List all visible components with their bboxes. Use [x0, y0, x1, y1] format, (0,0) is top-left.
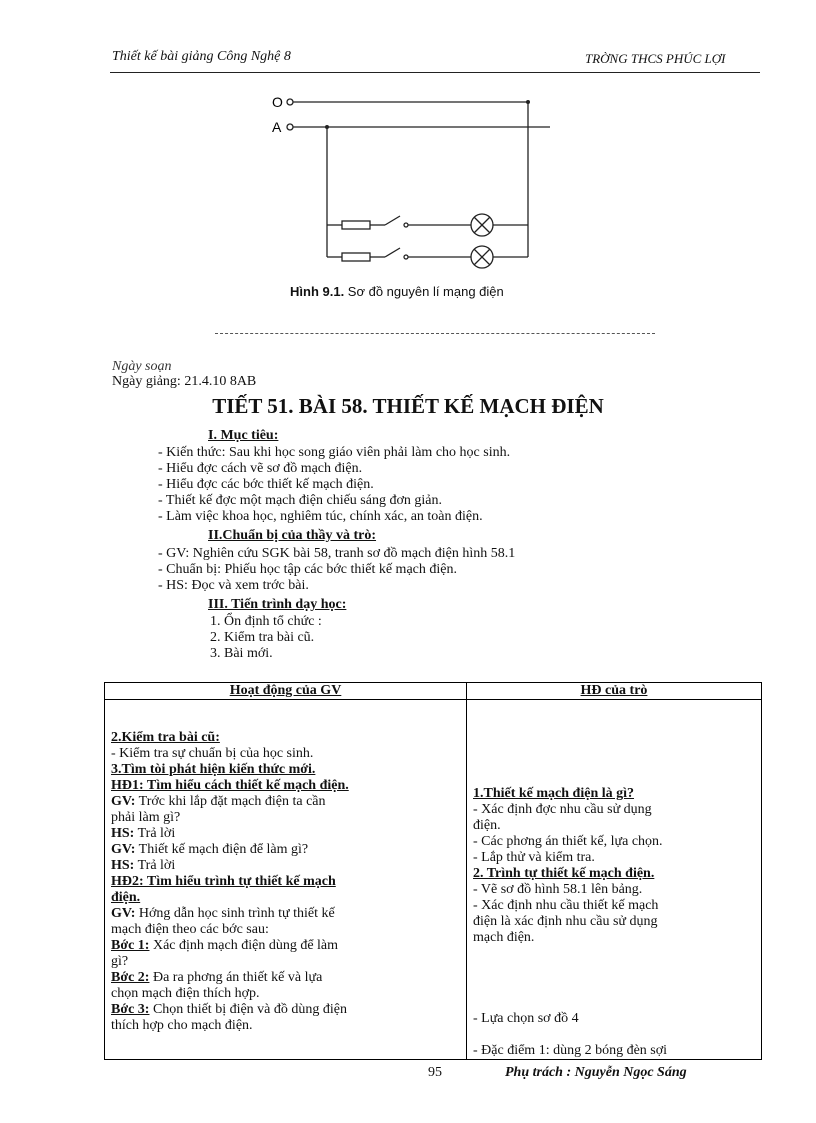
- preparation-item: - GV: Nghiên cứu SGK bài 58, tranh sơ đồ mạch điện hình 58.1: [158, 546, 516, 561]
- student-text: - Đặc điểm 1: dùng 2 bóng đèn sợi: [473, 1043, 668, 1058]
- review-heading: 2.Kiểm tra bài cũ:: [111, 730, 220, 745]
- student-text: - Xác định nhu cầu thiết kế mạch: [473, 898, 659, 913]
- gv-question-1-cont: phải làm gì?: [111, 810, 181, 825]
- objective-item: - Thiết kế đợc một mạch điện chiếu sáng đơn giản.: [158, 493, 442, 508]
- step-3-text: Chọn thiết bị điện và đồ dùng điện: [149, 1002, 347, 1017]
- table-row: [105, 700, 762, 1060]
- gv-label: GV:: [111, 906, 136, 921]
- student-heading-2: 2. Trình tự thiết kế mạch điện.: [473, 866, 655, 881]
- header-left-title: Thiết kế bài giảng Công Nghệ 8: [112, 49, 291, 64]
- gv-question-2: [111, 842, 460, 858]
- step-2-label: Bớc 2:: [111, 970, 150, 985]
- objective-item: - Làm việc khoa học, nghiêm túc, chính xác, an toàn điện.: [158, 509, 483, 524]
- footer-author: Phụ trách : Nguyễn Ngọc Sáng: [505, 1065, 687, 1080]
- switch-2: [385, 248, 400, 257]
- circuit-diagram: [260, 92, 560, 277]
- procedure-item: 1. Ổn định tổ chức :: [210, 614, 322, 629]
- student-text: điện.: [473, 818, 501, 833]
- terminal-o: [287, 99, 293, 105]
- switch-1: [385, 216, 400, 225]
- fuse-1: [342, 221, 370, 229]
- teaching-date: Ngày giảng: 21.4.10 8AB: [112, 374, 257, 389]
- step-3-label: Bớc 3:: [111, 1002, 150, 1017]
- header-school-name: TRỜNG THCS PHÚC LỢI: [585, 51, 726, 66]
- hs-answer-2: [111, 858, 460, 874]
- activity-1-heading: HĐ1: Tìm hiểu cách thiết kế mạch điện.: [111, 778, 349, 793]
- step-1-cont: gì?: [111, 954, 129, 969]
- procedure-item: 2. Kiểm tra bài cũ.: [210, 630, 315, 645]
- table-header-row: [105, 683, 762, 700]
- page-number: 95: [428, 1065, 442, 1080]
- student-text: - Vẽ sơ đồ hình 58.1 lên bảng.: [473, 882, 643, 897]
- figure-caption: [290, 284, 504, 299]
- gv-guide-text: Hớng dẫn học sinh trình tự thiết kế: [135, 906, 335, 921]
- activity-table: [104, 682, 762, 1060]
- student-text: mạch điện.: [473, 930, 535, 945]
- section-objectives-heading: I. Mục tiêu:: [208, 428, 279, 443]
- student-text: điện là xác định nhu cầu sử dụng: [473, 914, 658, 929]
- terminal-a: [287, 124, 293, 130]
- teacher-activities-cell: [105, 700, 467, 1060]
- column-header-teacher: Hoạt động của GV: [105, 683, 467, 700]
- gv-label: GV:: [111, 842, 136, 857]
- hs-answer-1-text: Trả lời: [134, 826, 176, 841]
- objective-item: - Kiến thức: Sau khi học song giáo viên phải làm cho học sinh.: [158, 445, 511, 460]
- procedure-item: 3. Bài mới.: [210, 646, 273, 661]
- header-divider: [110, 72, 760, 73]
- objective-item: - Hiểu đợc các bớc thiết kế mạch điện.: [158, 477, 374, 492]
- hs-answer-1: [111, 826, 460, 842]
- spacer: [473, 1027, 757, 1043]
- preparation-list: [158, 546, 515, 594]
- lesson-title: TIẾT 51. BÀI 58. THIẾT KẾ MẠCH ĐIỆN: [212, 394, 604, 418]
- column-header-student: HĐ của trò: [467, 683, 762, 700]
- activity-2-heading: HĐ2: Tìm hiểu trình tự thiết kế mạch: [111, 874, 336, 889]
- step-3-cont: thích hợp cho mạch điện.: [111, 1018, 253, 1033]
- student-text: - Các phơng án thiết kế, lựa chọn.: [473, 834, 663, 849]
- procedure-list: [210, 614, 322, 662]
- student-heading-1: 1.Thiết kế mạch điện là gì?: [473, 786, 635, 801]
- step-2-cont: chọn mạch điện thích hợp.: [111, 986, 260, 1001]
- spacer: [473, 946, 757, 1011]
- step-1-text: Xác định mạch điện dùng để làm: [149, 938, 339, 953]
- gv-guide-cont: mạch điện theo các bớc sau:: [111, 922, 269, 937]
- prep-date-label: Ngày soạn: [112, 359, 172, 374]
- step-1-label: Bớc 1:: [111, 938, 150, 953]
- label-o: O: [272, 94, 283, 110]
- step-2-text: Đa ra phơng án thiết kế và lựa: [149, 970, 323, 985]
- discover-heading: 3.Tìm tòi phát hiện kiến thức mới.: [111, 762, 316, 777]
- hs-answer-2-text: Trả lời: [134, 858, 176, 873]
- step-3: [111, 1002, 460, 1018]
- fuse-2: [342, 253, 370, 261]
- step-1: [111, 938, 460, 954]
- activity-2-heading-cont: điện.: [111, 890, 141, 905]
- gv-question-2-text: Thiết kế mạch điện để làm gì?: [135, 842, 309, 857]
- hs-label: HS:: [111, 858, 135, 873]
- objectives-list: [158, 445, 510, 525]
- student-text: - Lắp thử và kiểm tra.: [473, 850, 595, 865]
- gv-question-1: [111, 794, 460, 810]
- hs-label: HS:: [111, 826, 135, 841]
- student-text: - Xác định đợc nhu cầu sử dụng: [473, 802, 652, 817]
- figure-caption-number: Hình 9.1.: [290, 284, 345, 299]
- figure-caption-text: Sơ đồ nguyên lí mạng điện: [344, 284, 504, 299]
- gv-label: GV:: [111, 794, 136, 809]
- review-text: - Kiểm tra sự chuẩn bị của học sinh.: [111, 746, 314, 761]
- section-preparation-heading: II.Chuẩn bị của thầy và trò:: [208, 528, 377, 543]
- preparation-item: - HS: Đọc và xem trớc bài.: [158, 578, 309, 593]
- step-2: [111, 970, 460, 986]
- preparation-item: - Chuẩn bị: Phiếu học tập các bớc thiết kế mạch điện.: [158, 562, 457, 577]
- dashed-separator: [215, 333, 655, 334]
- objective-item: - Hiểu đợc cách vẽ sơ đồ mạch điện.: [158, 461, 363, 476]
- gv-guide: [111, 906, 460, 922]
- student-activities-cell: [467, 700, 762, 1060]
- section-procedure-heading: III. Tiến trình dạy học:: [208, 597, 347, 612]
- label-a: A: [272, 119, 282, 135]
- gv-question-1-text: Trớc khi lắp đặt mạch điện ta cần: [135, 794, 326, 809]
- student-text: - Lựa chọn sơ đồ 4: [473, 1011, 579, 1026]
